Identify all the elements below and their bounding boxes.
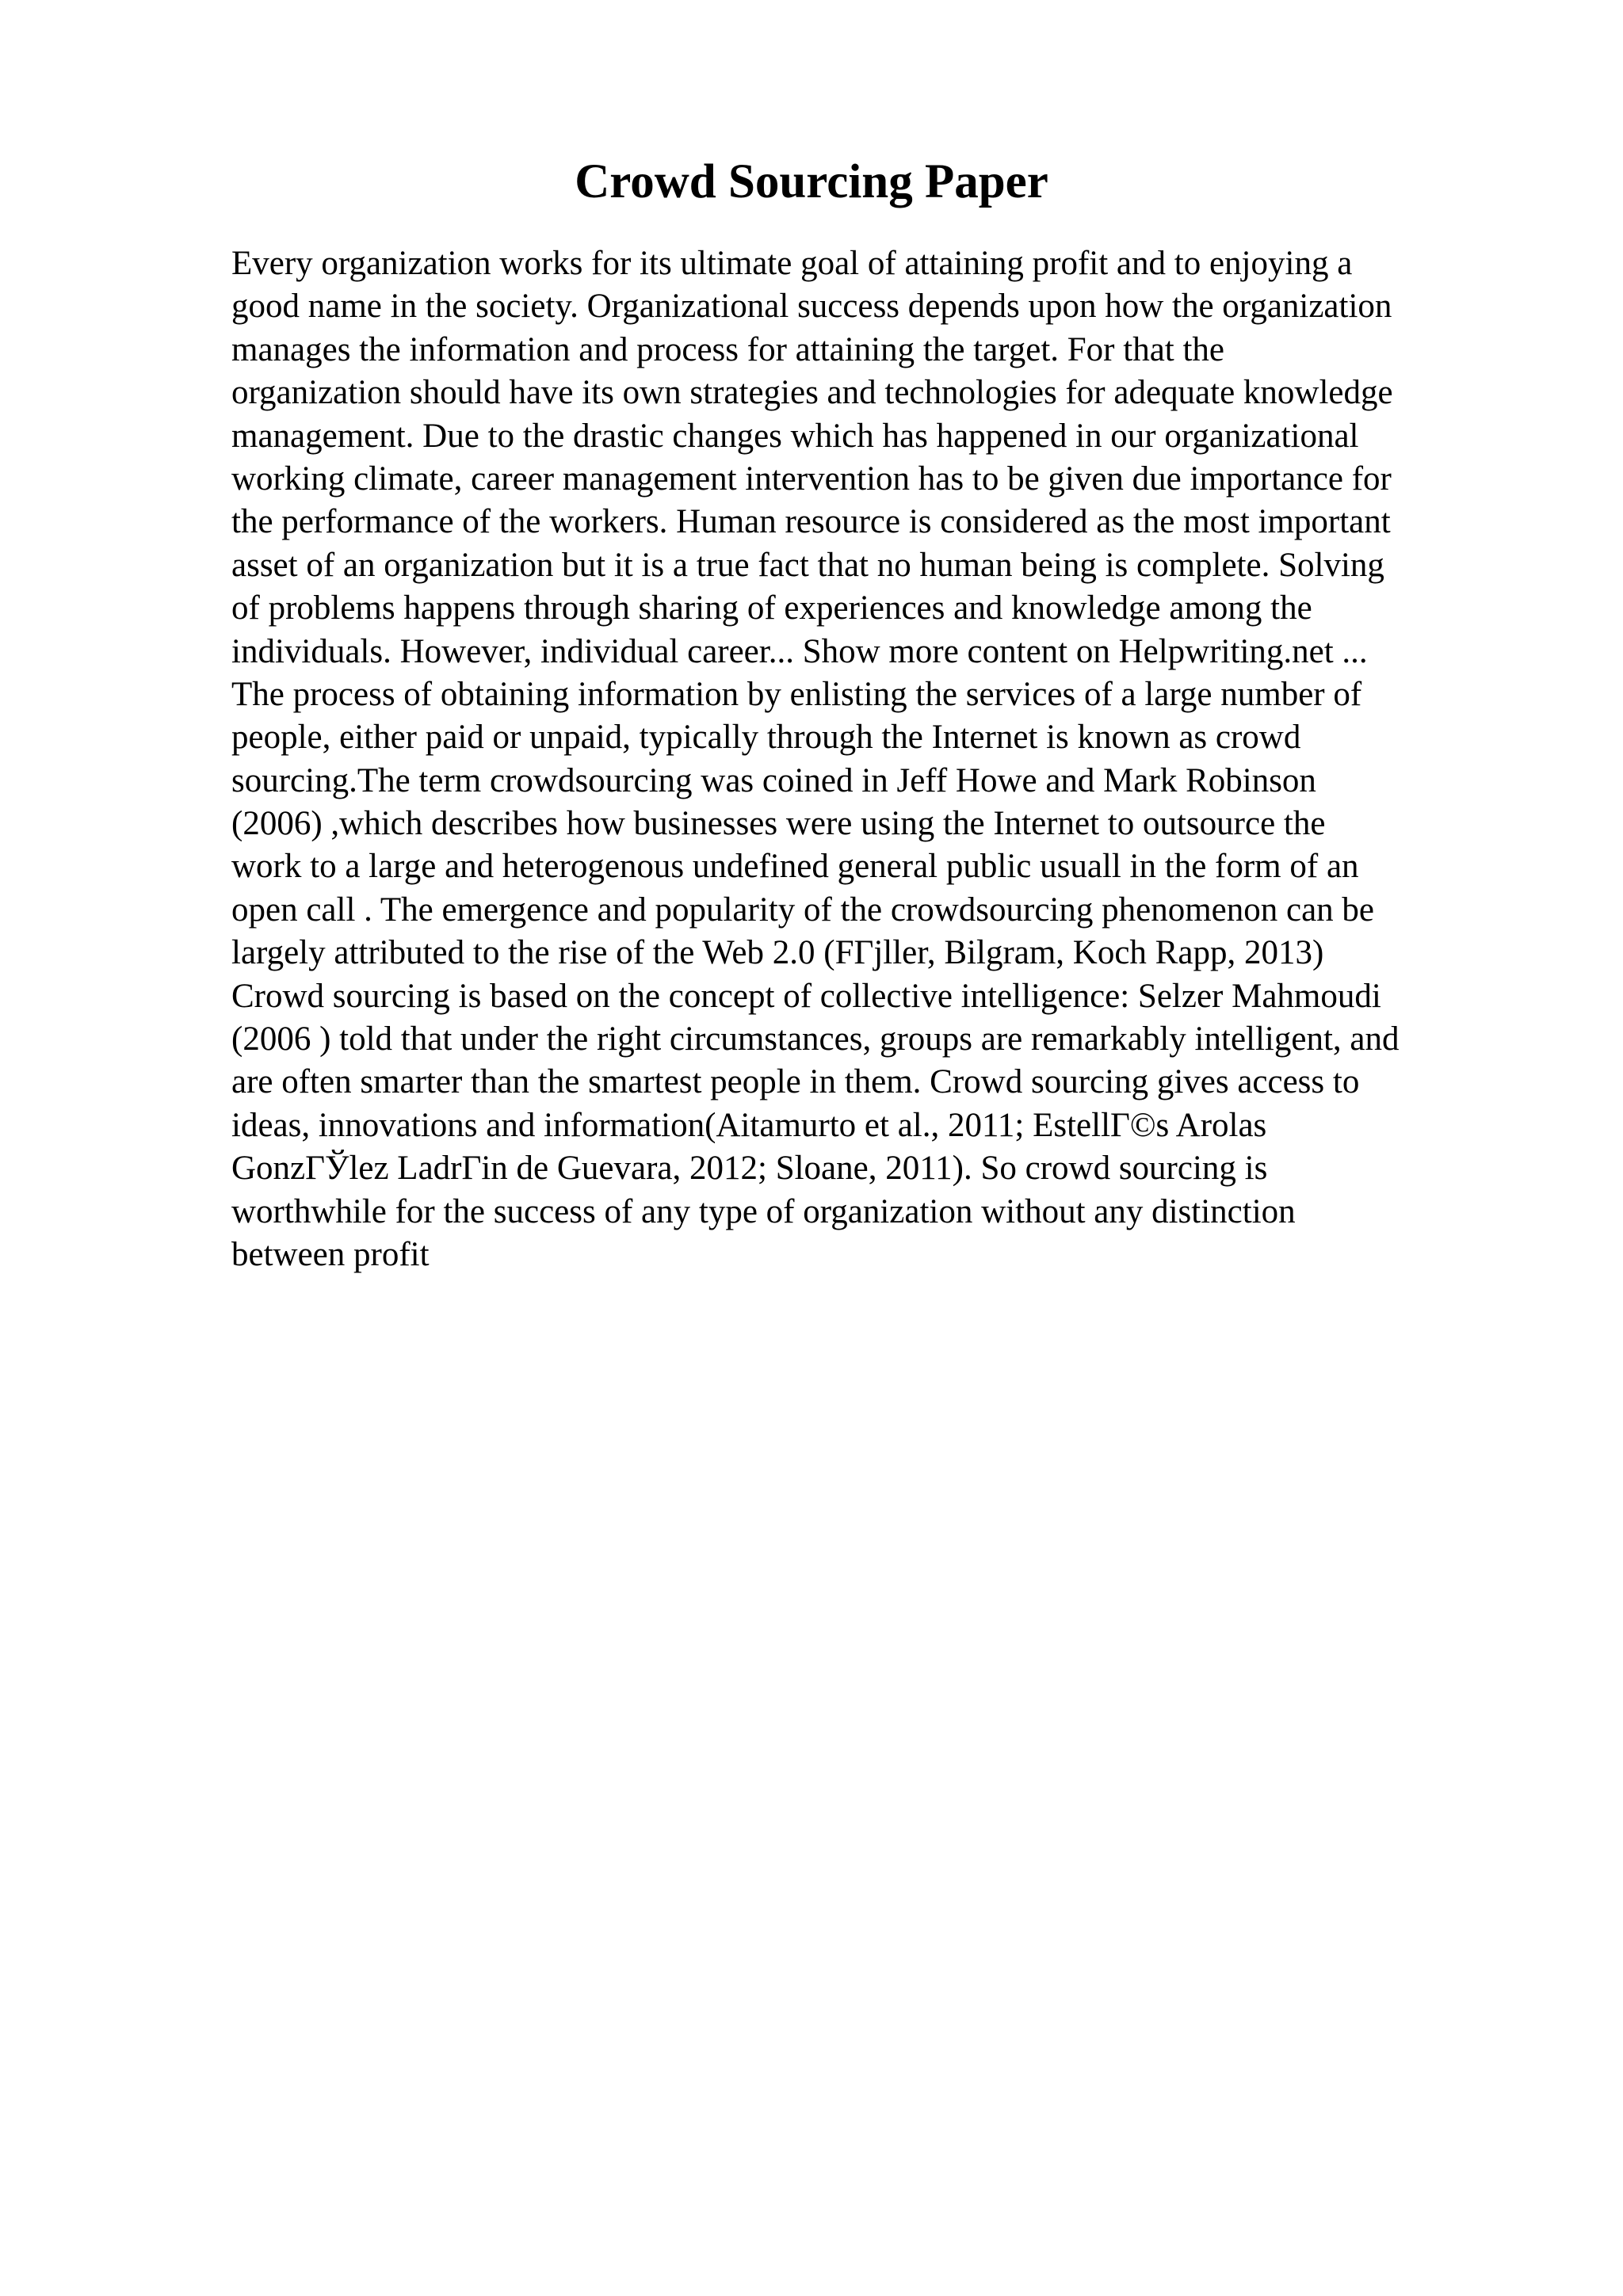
body-line: sourcing.The term crowdsourcing was coined in Jeff Howe and Mark Robinson bbox=[231, 761, 1316, 799]
body-line: GonzГЎlez LadrГin de Guevara, 2012; Sloane, 2011). So crowd sourcing is bbox=[231, 1150, 1268, 1188]
body-line: (2006) ,which describes how businesses were using the Internet to outsource the bbox=[231, 805, 1326, 843]
body-line: ideas, innovations and information(Aitamurto et al., 2011; EstellГ©s Arolas bbox=[231, 1106, 1267, 1144]
body-line: individuals. However, individual career... Show more content on Helpwriting.net ... bbox=[231, 632, 1368, 670]
body-line: asset of an organization but it is a true fact that no human being is complete. Solving bbox=[231, 546, 1384, 584]
body-line: Crowd sourcing is based on the concept of collective intelligence: Selzer Mahmoudi bbox=[231, 977, 1381, 1015]
body-line: of problems happens through sharing of experiences and knowledge among the bbox=[231, 589, 1312, 627]
body-line: manages the information and process for attaining the target. For that the bbox=[231, 330, 1225, 368]
page-title: Crowd Sourcing Paper bbox=[575, 155, 1048, 208]
document-body bbox=[231, 242, 1515, 1276]
body-line: are often smarter than the smartest people in them. Crowd sourcing gives access to bbox=[231, 1063, 1360, 1101]
body-line: working climate, career management intervention has to be given due importance for bbox=[231, 460, 1392, 498]
body-line: open call . The emergence and popularity of the crowdsourcing phenomenon can be bbox=[231, 891, 1374, 929]
body-line: between profit bbox=[231, 1235, 430, 1273]
body-line: The process of obtaining information by enlisting the services of a large number of bbox=[231, 675, 1362, 713]
body-line: organization should have its own strategies and technologies for adequate knowledge bbox=[231, 374, 1393, 412]
body-line: management. Due to the drastic changes which has happened in our organizational bbox=[231, 417, 1359, 455]
body-line: largely attributed to the rise of the Web 2.0 (FГjller, Bilgram, Koch Rapp, 2013) bbox=[231, 934, 1324, 972]
body-line: people, either paid or unpaid, typically through the Internet is known as crowd bbox=[231, 719, 1301, 757]
body-line: work to a large and heterogenous undefined general public usuall in the form of an bbox=[231, 848, 1359, 886]
body-line: (2006 ) told that under the right circumstances, groups are remarkably intelligent, and bbox=[231, 1020, 1400, 1058]
body-line: the performance of the workers. Human resource is considered as the most important bbox=[231, 503, 1391, 541]
body-line: Every organization works for its ultimate goal of attaining profit and to enjoying a bbox=[231, 245, 1353, 282]
body-line: good name in the society. Organizational success depends upon how the organization bbox=[231, 288, 1392, 326]
body-line: worthwhile for the success of any type of organization without any distinction bbox=[231, 1192, 1296, 1230]
